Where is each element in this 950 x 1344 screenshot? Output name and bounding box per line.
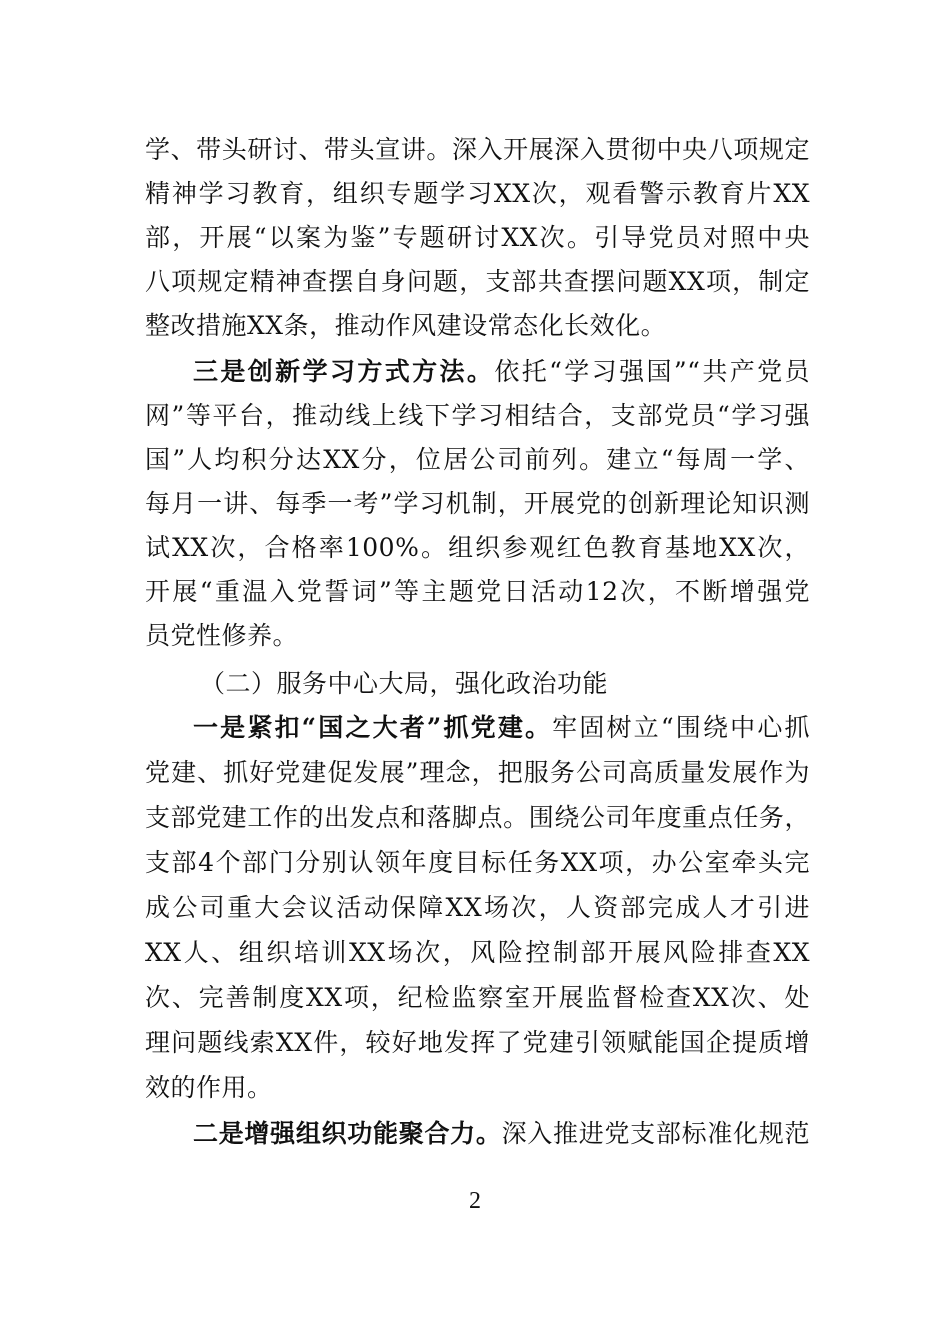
body-line: 精神学习教育，组织专题学习XX次，观看警示教育片XX — [145, 179, 810, 208]
body-line: 次、完善制度XX项，纪检监察室开展监督检查XX次、处 — [145, 983, 810, 1012]
body-line: 部，开展“以案为鉴”专题研讨XX次。引导党员对照中央 — [145, 223, 810, 252]
paragraph-lead-text: 深入推进党支部标准化规范 — [501, 1119, 810, 1148]
body-line: 每月一讲、每季一考”学习机制，开展党的创新理论知识测 — [145, 489, 810, 518]
body-line: 员党性修养。 — [145, 621, 299, 650]
paragraph-lead-text: 依托“学习强国”“共产党员 — [494, 357, 810, 386]
paragraph-lead-bold: 三是创新学习方式方法。 — [193, 357, 495, 386]
body-line: 开展“重温入党誓词”等主题党日活动12次，不断增强党 — [145, 577, 810, 606]
body-line: XX人、组织培训XX场次，风险控制部开展风险排查XX — [145, 938, 810, 967]
body-line: 理问题线索XX件，较好地发挥了党建引领赋能国企提质增 — [145, 1028, 810, 1057]
paragraph-lead-bold: 一是紧扣“国之大者”抓党建。 — [193, 713, 553, 742]
body-line: 支部党建工作的出发点和落脚点。围绕公司年度重点任务， — [145, 803, 810, 832]
body-line: 党建、抓好党建促发展”理念，把服务公司高质量发展作为 — [145, 758, 810, 787]
body-line: 支部4个部门分别认领年度目标任务XX项，办公室牵头完 — [145, 848, 810, 877]
body-line: 效的作用。 — [145, 1073, 273, 1102]
body-line: 成公司重大会议活动保障XX场次，人资部完成人才引进 — [145, 893, 810, 922]
body-line: 学、带头研讨、带头宣讲。深入开展深入贯彻中央八项规定 — [145, 135, 810, 164]
body-line: 整改措施XX条，推动作风建设常态化长效化。 — [145, 311, 667, 340]
body-line: 国”人均积分达XX分，位居公司前列。建立“每周一学、 — [145, 445, 810, 474]
paragraph-lead-text: 牢固树立“围绕中心抓 — [552, 713, 810, 742]
body-line: 网”等平台，推动线上线下学习相结合，支部党员“学习强 — [145, 401, 810, 430]
section-heading: （二）服务中心大局，强化政治功能 — [200, 669, 609, 698]
paragraph-first-line — [193, 1112, 810, 1156]
paragraph-first-line — [193, 350, 810, 394]
body-line: 试XX次，合格率100%。组织参观红色教育基地XX次， — [145, 533, 810, 562]
body-line: 八项规定精神查摆自身问题，支部共查摆问题XX项，制定 — [145, 267, 810, 296]
paragraph-first-line — [193, 706, 810, 750]
paragraph-lead-bold: 二是增强组织功能聚合力。 — [193, 1119, 502, 1148]
page-number: 2 — [469, 1188, 481, 1214]
